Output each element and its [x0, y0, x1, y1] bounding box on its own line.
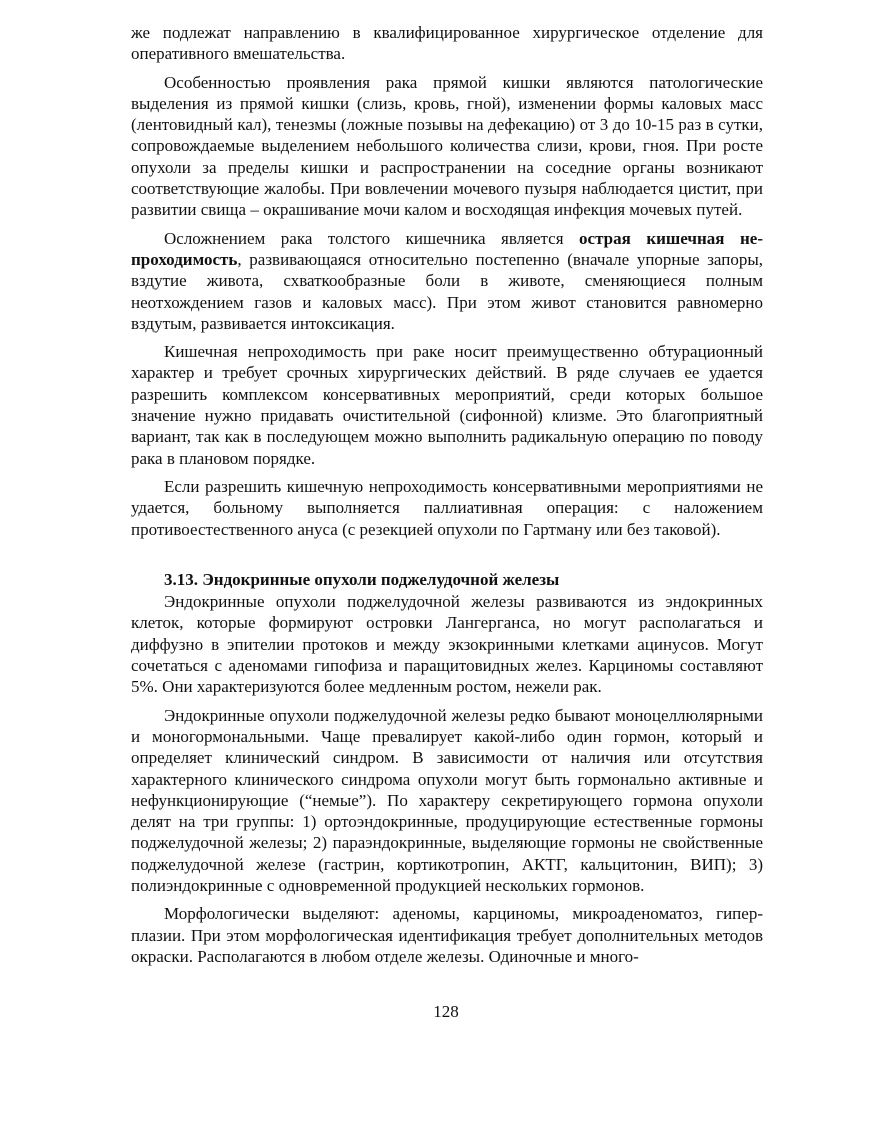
- paragraph-palliative-surgery: Если разрешить кишечную непроходимость консервативными мероприятиями не удается, больному выполняется паллиативная операция: с наложением противоестественного ануса (с резекцией опухоли по Гартману или без таковой).: [131, 476, 763, 539]
- section-title: Эндокринные опухоли поджелудочной железы: [202, 569, 560, 589]
- paragraph-continuation: же подлежат направлению в квалифицированное хирургическое отделение для оперативного вмешательства.: [131, 23, 763, 64]
- paragraph-obstruction-treatment: Кишечная непроходимость при раке носит преимущественно обтурационный характер и требует срочных хирургических действий. В ряде случаев ее удается разрешить комплексом консервативных мероприятий, среди которых большое значение нужно придавать очистительной (сифонной) клизме. Это благоприятный вариант, так как в последующем можно выполнить радикальную операцию по поводу рака в плановом порядке.: [131, 342, 763, 468]
- paragraph-complication: [131, 228, 763, 334]
- complication-text-end: , развивающаяся относительно постепенно (вначале упорные запоры, вздутие живота, схваткообразные боли в животе, сменяющиеся полным неотхождением газов и каловых масс). При этом живот становится равномерно вздутым, развивается интоксикация.: [131, 249, 763, 333]
- complication-bold-term: острая кишечная непроходимость: [131, 228, 763, 269]
- paragraph-rectal-cancer-symptoms: Особенностью проявления рака прямой кишки являются патологические выделения из прямой кишки (слизь, кровь, гной), изменении формы каловых масс (лентовидный кал), тенезмы (ложные позывы на дефекацию) от 3 до 10-15 раз в сутки, сопровождаемые выделением небольшого количества слизи, крови, гноя. При росте опухоли за пределы кишки и распространении на соседние органы возникают соответствующие жалобы. При вовлечении мочевого пузыря наблюдается цистит, при развитии свища – окрашивание мочи калом и восходящая инфекция мочевых путей.: [131, 72, 763, 220]
- paragraph-endocrine-classification: Эндокринные опухоли поджелудочной железы редко бывают моноцеллюлярными и моногормональными. Чаще превалирует какой-либо один гормон, который и определяет клинический синдром. В зависимости от наличия или отсутствия характерного клинического синдрома опухоли могут быть гормонально активные и нефункционирующие (“немые”). По характеру секретирующего гормона опухоли делят на три группы: 1) ортоэндокринные, продуцирующие естественные гормоны поджелудочной железы; 2) параэндокринные, выделяющие гормоны не свойственные поджелудочной железе (гастрин, кортикотропин, АКТГ, кальцитонин, ВИП); 3) полиэндокринные с одновременной продукцией нескольких гормонов.: [131, 705, 763, 895]
- complication-text-start: Осложнением рака толстого кишечника является: [164, 228, 580, 248]
- page-number: 128: [433, 1002, 459, 1021]
- section-heading: [164, 569, 763, 590]
- paragraph-endocrine-origin: Эндокринные опухоли поджелудочной железы развиваются из эндокринных клеток, которые формируют островки Лангерганса, но могут располагаться и диффузно в эпителии протоков и между экзокринными клетками ацинусов. Могут сочетаться с аденомами гипофиза и паращитовидных желез. Карциномы составляют 5%. Они характеризуются более медленным ростом, нежели рак.: [131, 592, 763, 697]
- section-number: 3.13.: [164, 569, 198, 589]
- document-page: [131, 22, 763, 974]
- paragraph-morphology: Морфологически выделяют: аденомы, карциномы, микроаденоматоз, гиперплазии. При этом морфологическая идентификация требует дополнительных методов окраски. Располагаются в любом отделе железы. Одиночные и много-: [131, 904, 763, 966]
